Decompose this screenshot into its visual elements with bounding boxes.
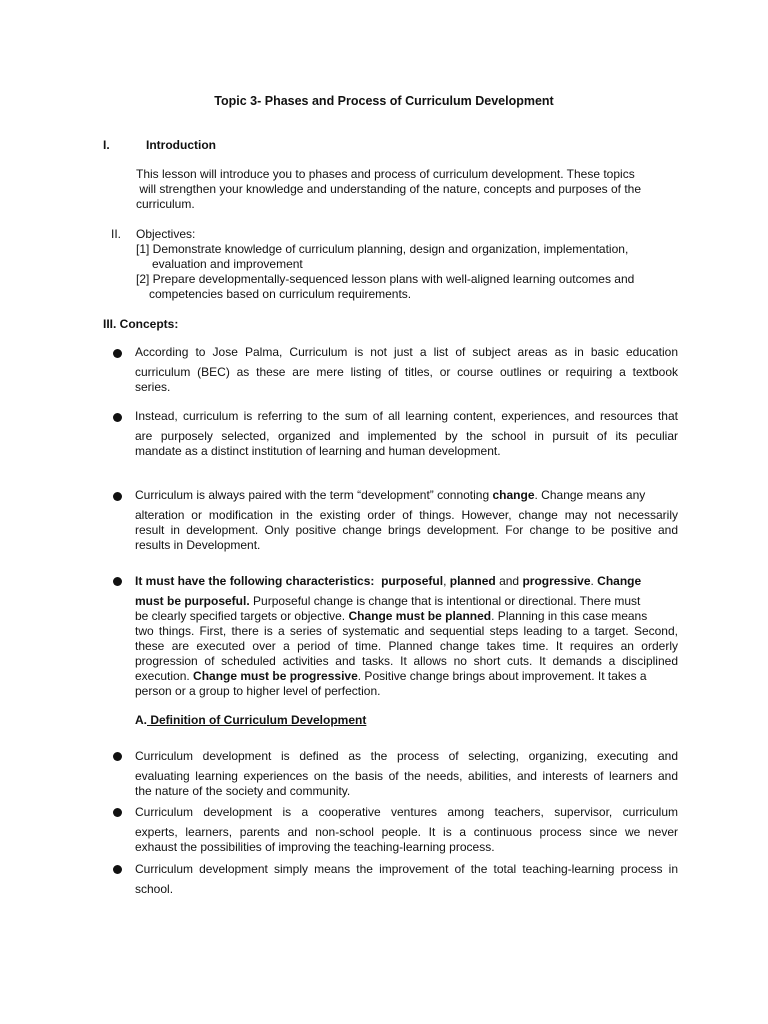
concept-emphasis: Change must be planned xyxy=(348,609,492,623)
intro-line: will strengthen your knowledge and understanding of the nature, concepts and purposes of the xyxy=(136,182,642,196)
definition-line: experts, learners, parents and non-school people. It is a continuous process since we never xyxy=(135,825,678,839)
concept-bullet-2 xyxy=(135,409,678,459)
section-numeral-objectives: II. xyxy=(111,227,122,241)
bullet-icon xyxy=(113,865,122,874)
section-a-letter: A. xyxy=(135,713,147,727)
definition-line: Curriculum development simply means the improvement of the total teaching-learning process in xyxy=(135,862,678,876)
concept-line: person or a group to higher level of perfection. xyxy=(135,684,381,698)
definition-line: Curriculum development is a cooperative ventures among teachers, supervisor, curriculum xyxy=(135,805,678,819)
definition-line: exhaust the possibilities of improving the teaching-learning process. xyxy=(135,840,495,854)
concept-emphasis: Change must be progressive xyxy=(193,669,358,683)
concept-text: and xyxy=(495,574,523,588)
intro-line: This lesson will introduce you to phases and process of curriculum development. These topics xyxy=(136,167,635,181)
section-numeral-intro: I. xyxy=(103,138,110,152)
characteristics-line xyxy=(135,574,678,589)
bullet-icon xyxy=(113,808,122,817)
concept-emphasis: purposeful xyxy=(381,574,444,588)
intro-heading: Introduction xyxy=(146,138,216,152)
bullet-icon xyxy=(113,413,122,422)
concept-text: . Positive change brings about improvement. It takes a xyxy=(357,669,647,683)
concept-text: Purposeful change is change that is intentional or directional. There must xyxy=(249,594,641,608)
concept-text: execution. xyxy=(135,669,194,683)
concept-line: these are executed over a period of time. Planned change takes time. It requires an orderly xyxy=(135,639,678,653)
concept-line: mandate as a distinct institution of learning and human development. xyxy=(135,444,501,458)
objective-2: [2] Prepare developmentally-sequenced lesson plans with well-aligned learning outcomes and xyxy=(136,272,635,286)
section-a-heading xyxy=(135,713,366,728)
definition-bullet-1 xyxy=(135,749,678,799)
bullet-icon xyxy=(113,349,122,358)
concept-emphasis: It must have the following characteristics: xyxy=(135,574,375,588)
concept-line: results in Development. xyxy=(135,538,261,552)
concept-line xyxy=(135,609,678,624)
objective-1-cont: evaluation and improvement xyxy=(152,257,303,271)
concept-line: Instead, curriculum is referring to the sum of all learning content, experiences, and resources that xyxy=(135,409,678,423)
concept-emphasis: planned xyxy=(449,574,496,588)
definition-line: school. xyxy=(135,882,174,896)
bullet-icon xyxy=(113,492,122,501)
concept-line xyxy=(135,594,678,609)
concept-line: result in development. Only positive change brings development. For change to be positive and xyxy=(135,523,678,537)
intro-paragraph xyxy=(136,167,664,212)
definition-line: the nature of the society and community. xyxy=(135,784,351,798)
intro-line: curriculum. xyxy=(136,197,195,211)
definition-line: evaluating learning experiences on the basis of the needs, abilities, and interests of learners and xyxy=(135,769,678,783)
concept-bullet-3 xyxy=(135,488,678,553)
objective-1: [1] Demonstrate knowledge of curriculum planning, design and organization, implementation, xyxy=(136,242,629,256)
concept-text: be clearly specified targets or objective. xyxy=(135,609,349,623)
section-a-title: Definition of Curriculum Development xyxy=(147,713,367,727)
concept-line: curriculum (BEC) as these are mere listing of titles, or course outlines or requiring a textbook xyxy=(135,365,678,379)
concept-line xyxy=(135,669,678,684)
concept-text: , xyxy=(443,574,450,588)
concept-emphasis: progressive xyxy=(522,574,591,588)
concept-emphasis: Change xyxy=(597,574,642,588)
definition-line: Curriculum development is defined as the process of selecting, organizing, executing and xyxy=(135,749,678,763)
objective-2-cont: competencies based on curriculum requirements. xyxy=(149,287,412,301)
page-title: Topic 3- Phases and Process of Curriculum Development xyxy=(214,94,554,108)
bullet-icon xyxy=(113,752,122,761)
concept-line-1 xyxy=(135,488,678,503)
definition-bullet-3 xyxy=(135,862,678,897)
concept-emphasis: change xyxy=(492,488,535,502)
concept-bullet-1 xyxy=(135,345,678,395)
concept-text: . xyxy=(590,574,598,588)
concept-text: . Planning in this case means xyxy=(491,609,648,623)
concept-text: . Change means any xyxy=(534,488,646,502)
concept-line: progression of scheduled activities and tasks. It allows no short cuts. It demands a disciplined xyxy=(135,654,678,668)
concepts-heading: III. Concepts: xyxy=(103,317,179,331)
concept-line: series. xyxy=(135,380,171,394)
definition-bullet-2 xyxy=(135,805,678,855)
concept-bullet-4 xyxy=(135,574,678,699)
concept-emphasis: must be purposeful. xyxy=(135,594,250,608)
objectives-label: Objectives: xyxy=(136,227,196,241)
concept-line: According to Jose Palma, Curriculum is not just a list of subject areas as in basic education xyxy=(135,345,678,359)
concept-line: are purposely selected, organized and implemented by the school in pursuit of its peculiar xyxy=(135,429,678,443)
concept-line: two things. First, there is a series of systematic and sequential steps leading to a target. Second, xyxy=(135,624,678,638)
concept-line: alteration or modification in the existing order of things. However, change may not necessarily xyxy=(135,508,678,522)
concept-text: Curriculum is always paired with the term “development” connoting xyxy=(135,488,493,502)
bullet-icon xyxy=(113,577,122,586)
